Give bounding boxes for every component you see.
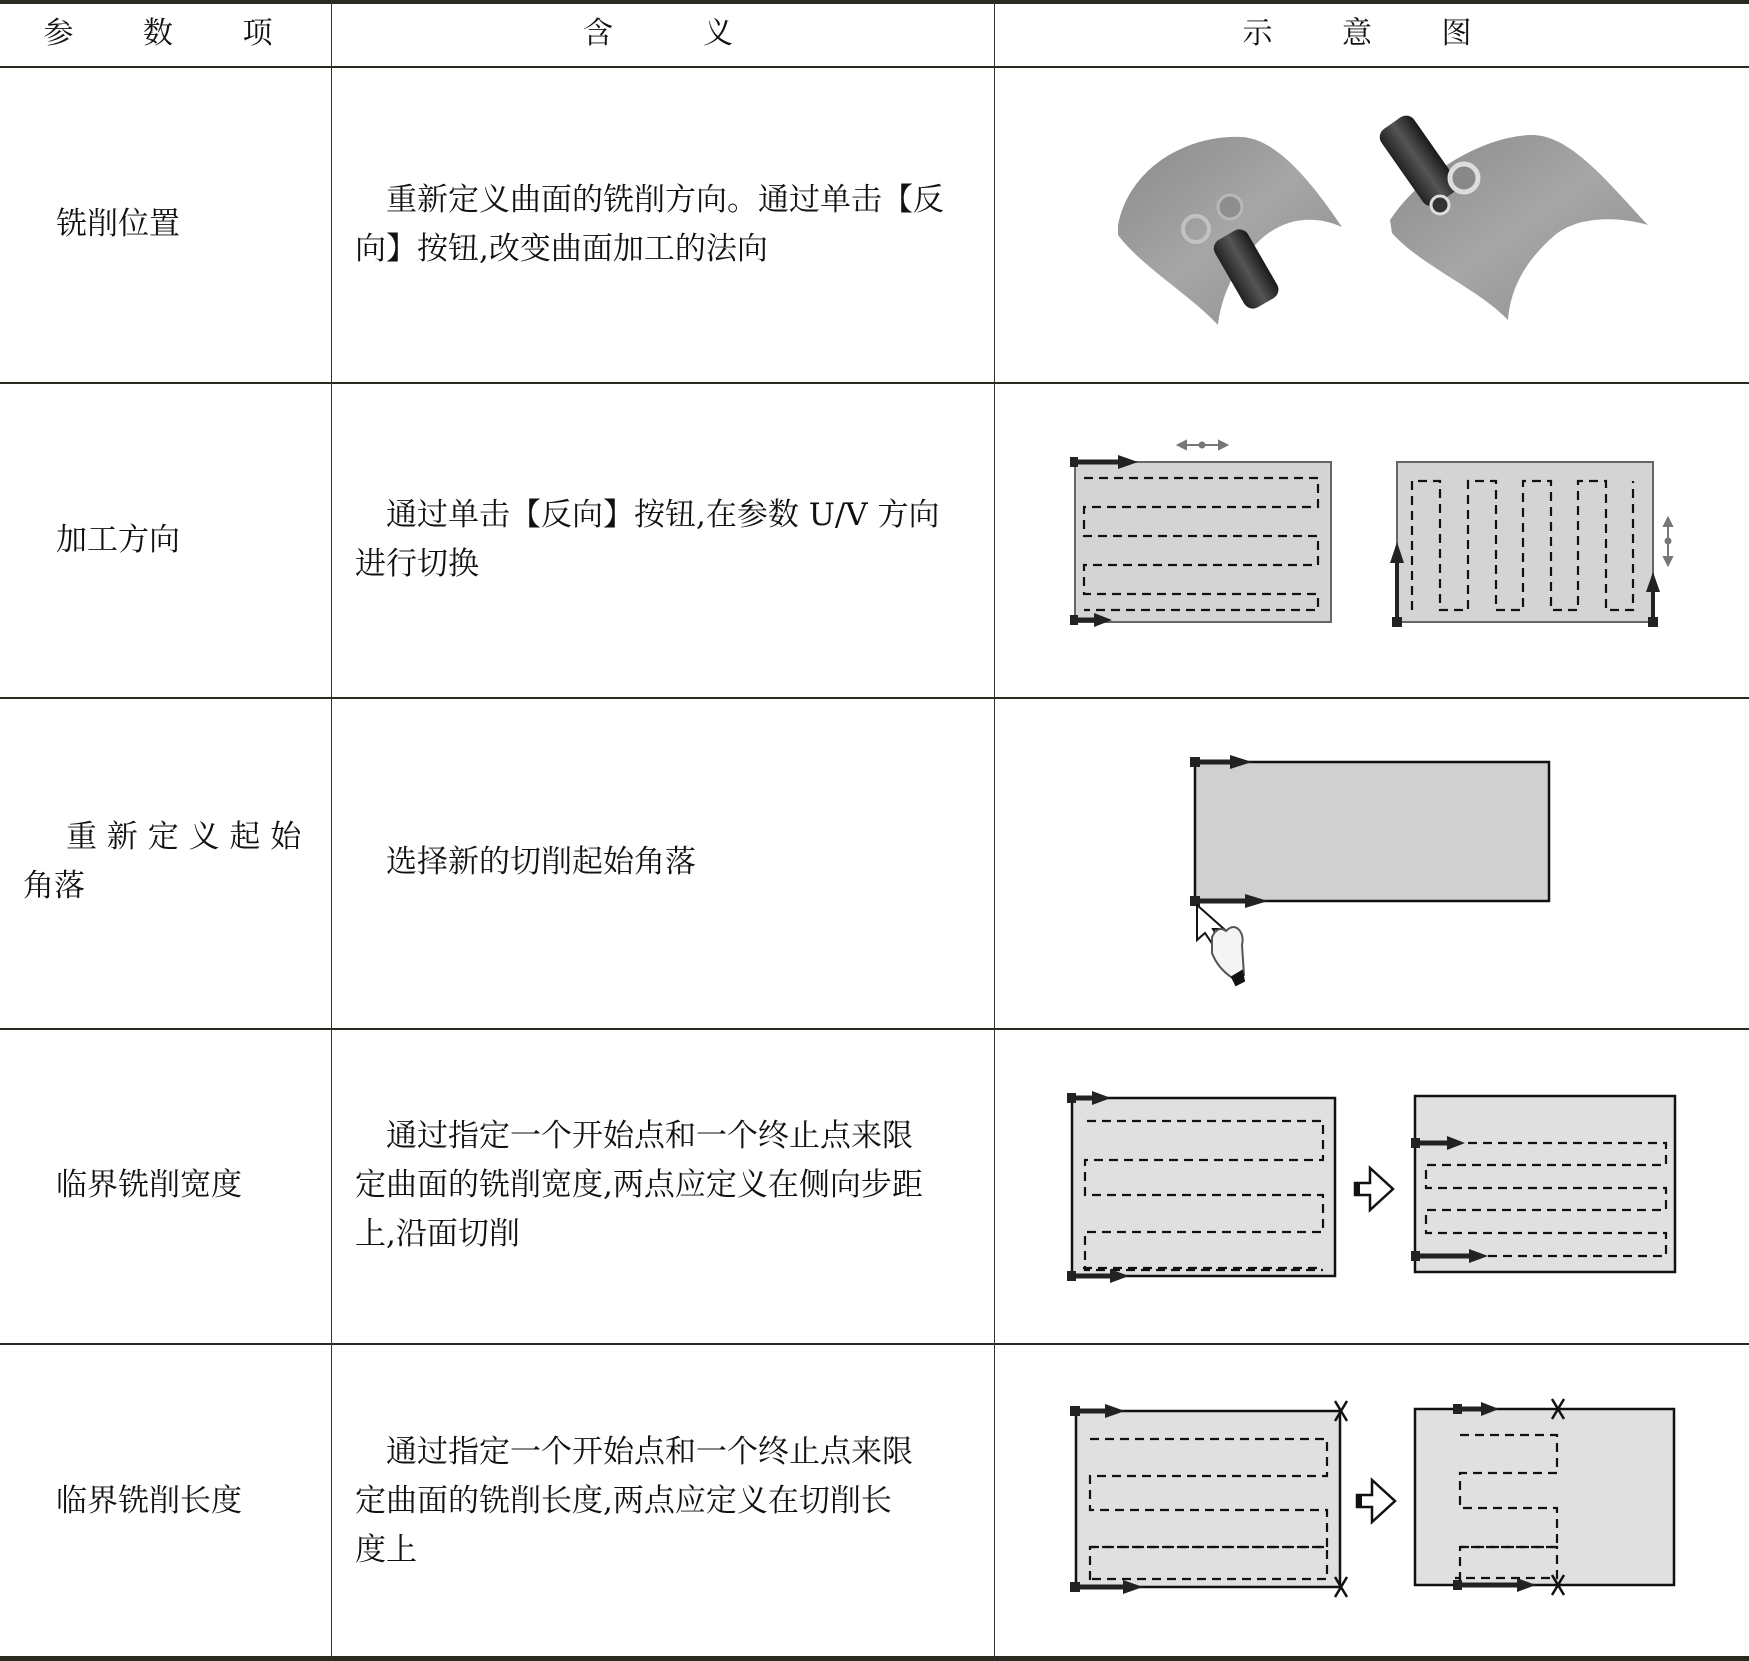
row-rule	[0, 382, 1749, 384]
meaning-line: 重新定义曲面的铣削方向。通过单击【反	[355, 182, 944, 218]
illustration-critical-width	[1065, 1080, 1685, 1290]
meaning-line: 通过单击【反向】按钮,在参数 U/V 方向	[355, 497, 940, 533]
column-divider	[331, 0, 332, 1661]
table-bottom-rule	[0, 1656, 1749, 1661]
cutter-tool	[1376, 112, 1462, 210]
param-label: 铣削位置	[56, 206, 180, 242]
meaning-line: 向】按钮,改变曲面加工的法向	[355, 231, 768, 267]
meaning-line: 上,沿面切削	[355, 1216, 520, 1252]
panel	[1415, 1096, 1675, 1272]
row-rule	[0, 697, 1749, 699]
row-rule	[0, 1028, 1749, 1030]
illustration-start-corner	[1180, 745, 1570, 990]
hand-cursor-icon	[1197, 905, 1244, 985]
param-label: 临界铣削宽度	[56, 1167, 242, 1203]
header-illustration: 示 意 图	[1242, 16, 1502, 51]
param-label: 加工方向	[56, 522, 180, 558]
meaning-line: 选择新的切削起始角落	[355, 844, 696, 880]
meaning-line: 定曲面的铣削宽度,两点应定义在侧向步距	[355, 1167, 923, 1203]
meaning-line: 通过指定一个开始点和一个终止点来限	[355, 1434, 913, 1470]
panel	[1415, 1409, 1674, 1585]
panel	[1075, 462, 1331, 622]
header-param: 参 数 项	[43, 16, 303, 51]
curved-surface	[1118, 137, 1342, 325]
step-indicator-icon	[1178, 441, 1227, 449]
spindle-ring	[1450, 164, 1478, 192]
row-rule	[0, 1343, 1749, 1345]
transition-arrow-icon	[1357, 1480, 1395, 1522]
panel	[1076, 1411, 1340, 1587]
meaning-line: 定曲面的铣削长度,两点应定义在切削长	[355, 1483, 892, 1519]
illustration-uv-direction	[1070, 435, 1680, 635]
panel	[1397, 462, 1653, 622]
param-label: 重 新 定 义 起 始	[66, 819, 302, 855]
param-label: 角落	[23, 868, 85, 904]
panel	[1195, 762, 1549, 901]
header-meaning: 含 义	[583, 16, 743, 51]
meaning-line: 进行切换	[355, 546, 479, 582]
step-indicator-icon	[1664, 518, 1672, 565]
illustration-critical-length	[1065, 1395, 1685, 1600]
illustration-surface-normal	[1100, 105, 1640, 345]
meaning-line: 度上	[355, 1532, 417, 1568]
meaning-line: 通过指定一个开始点和一个终止点来限	[355, 1118, 913, 1154]
transition-arrow-icon	[1355, 1168, 1393, 1210]
panel	[1072, 1098, 1335, 1276]
param-label: 临界铣削长度	[56, 1483, 242, 1519]
column-divider	[994, 0, 995, 1661]
